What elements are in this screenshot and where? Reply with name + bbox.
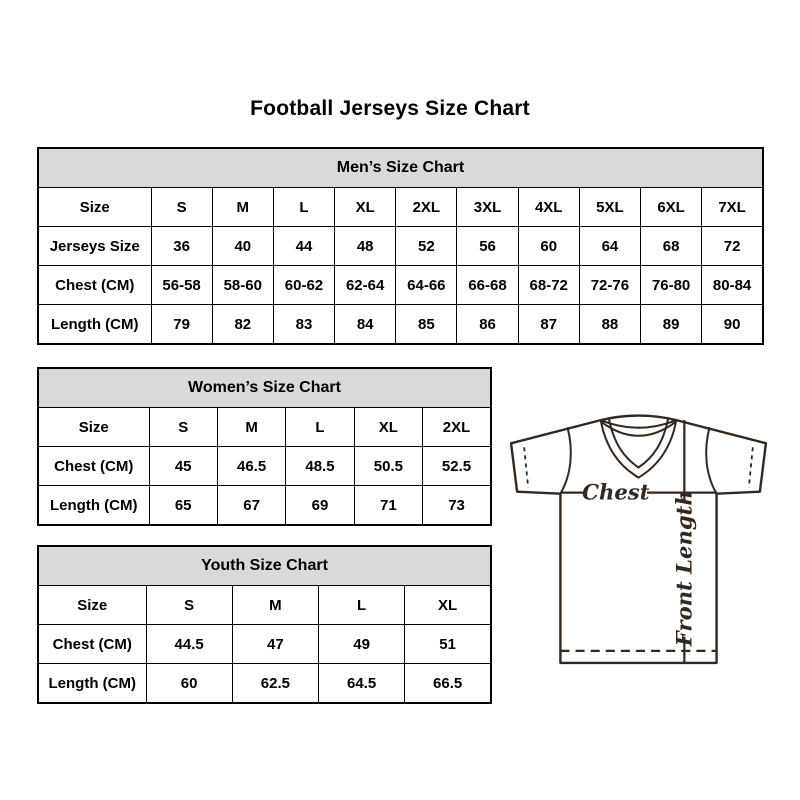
youth-size-table	[37, 545, 492, 704]
value-cell: 90	[702, 305, 763, 345]
mens-table-title: Men’s Size Chart	[38, 148, 763, 188]
table-row	[38, 586, 491, 625]
size-cell: S	[146, 586, 232, 625]
table-row	[38, 664, 491, 704]
value-cell: 66-68	[457, 266, 518, 305]
value-cell: 44	[273, 227, 334, 266]
value-cell: 62.5	[232, 664, 318, 704]
size-cell: S	[149, 408, 217, 447]
row-label-cell: Chest (CM)	[38, 447, 149, 486]
value-cell: 49	[319, 625, 405, 664]
size-cell: M	[232, 586, 318, 625]
jersey-outline-icon	[511, 416, 766, 663]
row-label-cell: Chest (CM)	[38, 266, 151, 305]
value-cell: 88	[579, 305, 640, 345]
value-cell: 52.5	[423, 447, 491, 486]
value-cell: 50.5	[354, 447, 422, 486]
womens-size-table	[37, 367, 492, 526]
table-row	[38, 266, 763, 305]
size-cell: XL	[335, 188, 396, 227]
row-label-cell: Jerseys Size	[38, 227, 151, 266]
value-cell: 86	[457, 305, 518, 345]
size-cell: 7XL	[702, 188, 763, 227]
size-cell: 6XL	[641, 188, 702, 227]
value-cell: 56	[457, 227, 518, 266]
youth-table-header-row	[38, 546, 491, 586]
size-cell: 4XL	[518, 188, 579, 227]
value-cell: 60	[146, 664, 232, 704]
value-cell: 71	[354, 486, 422, 526]
womens-table-header-row	[38, 368, 491, 408]
value-cell: 64-66	[396, 266, 457, 305]
value-cell: 68	[641, 227, 702, 266]
row-label-cell: Length (CM)	[38, 305, 151, 345]
value-cell: 58-60	[212, 266, 273, 305]
table-row	[38, 227, 763, 266]
value-cell: 64	[579, 227, 640, 266]
size-cell: 2XL	[423, 408, 491, 447]
value-cell: 67	[217, 486, 285, 526]
value-cell: 84	[335, 305, 396, 345]
value-cell: 80-84	[702, 266, 763, 305]
value-cell: 60-62	[273, 266, 334, 305]
mens-table-header-row	[38, 148, 763, 188]
value-cell: 48	[335, 227, 396, 266]
value-cell: 85	[396, 305, 457, 345]
value-cell: 47	[232, 625, 318, 664]
value-cell: 68-72	[518, 266, 579, 305]
table-row	[38, 305, 763, 345]
value-cell: 65	[149, 486, 217, 526]
size-cell: XL	[354, 408, 422, 447]
value-cell: 44.5	[146, 625, 232, 664]
size-cell: M	[212, 188, 273, 227]
value-cell: 51	[405, 625, 491, 664]
value-cell: 66.5	[405, 664, 491, 704]
value-cell: 69	[286, 486, 354, 526]
value-cell: 62-64	[335, 266, 396, 305]
size-cell: 5XL	[579, 188, 640, 227]
value-cell: 73	[423, 486, 491, 526]
size-cell: L	[319, 586, 405, 625]
row-label-cell: Size	[38, 586, 146, 625]
womens-table-title: Women’s Size Chart	[38, 368, 491, 408]
row-label-cell: Length (CM)	[38, 664, 146, 704]
table-row	[38, 408, 491, 447]
value-cell: 87	[518, 305, 579, 345]
value-cell: 56-58	[151, 266, 212, 305]
value-cell: 48.5	[286, 447, 354, 486]
value-cell: 36	[151, 227, 212, 266]
jersey-measurement-diagram	[503, 402, 775, 674]
size-cell: XL	[405, 586, 491, 625]
table-row	[38, 625, 491, 664]
value-cell: 79	[151, 305, 212, 345]
value-cell: 46.5	[217, 447, 285, 486]
value-cell: 45	[149, 447, 217, 486]
value-cell: 64.5	[319, 664, 405, 704]
size-cell: S	[151, 188, 212, 227]
table-row	[38, 486, 491, 526]
value-cell: 72-76	[579, 266, 640, 305]
size-cell: 3XL	[457, 188, 518, 227]
value-cell: 40	[212, 227, 273, 266]
page-title: Football Jerseys Size Chart	[250, 97, 530, 120]
mens-size-table	[37, 147, 764, 345]
row-label-cell: Size	[38, 188, 151, 227]
table-row	[38, 188, 763, 227]
value-cell: 52	[396, 227, 457, 266]
value-cell: 76-80	[641, 266, 702, 305]
size-cell: 2XL	[396, 188, 457, 227]
value-cell: 83	[273, 305, 334, 345]
chest-label: Chest	[582, 479, 650, 505]
youth-table-title: Youth Size Chart	[38, 546, 491, 586]
row-label-cell: Length (CM)	[38, 486, 149, 526]
value-cell: 82	[212, 305, 273, 345]
size-cell: L	[286, 408, 354, 447]
front-length-label: Front Length	[671, 490, 697, 647]
row-label-cell: Size	[38, 408, 149, 447]
value-cell: 89	[641, 305, 702, 345]
size-cell: M	[217, 408, 285, 447]
value-cell: 72	[702, 227, 763, 266]
size-cell: L	[273, 188, 334, 227]
table-row	[38, 447, 491, 486]
row-label-cell: Chest (CM)	[38, 625, 146, 664]
value-cell: 60	[518, 227, 579, 266]
